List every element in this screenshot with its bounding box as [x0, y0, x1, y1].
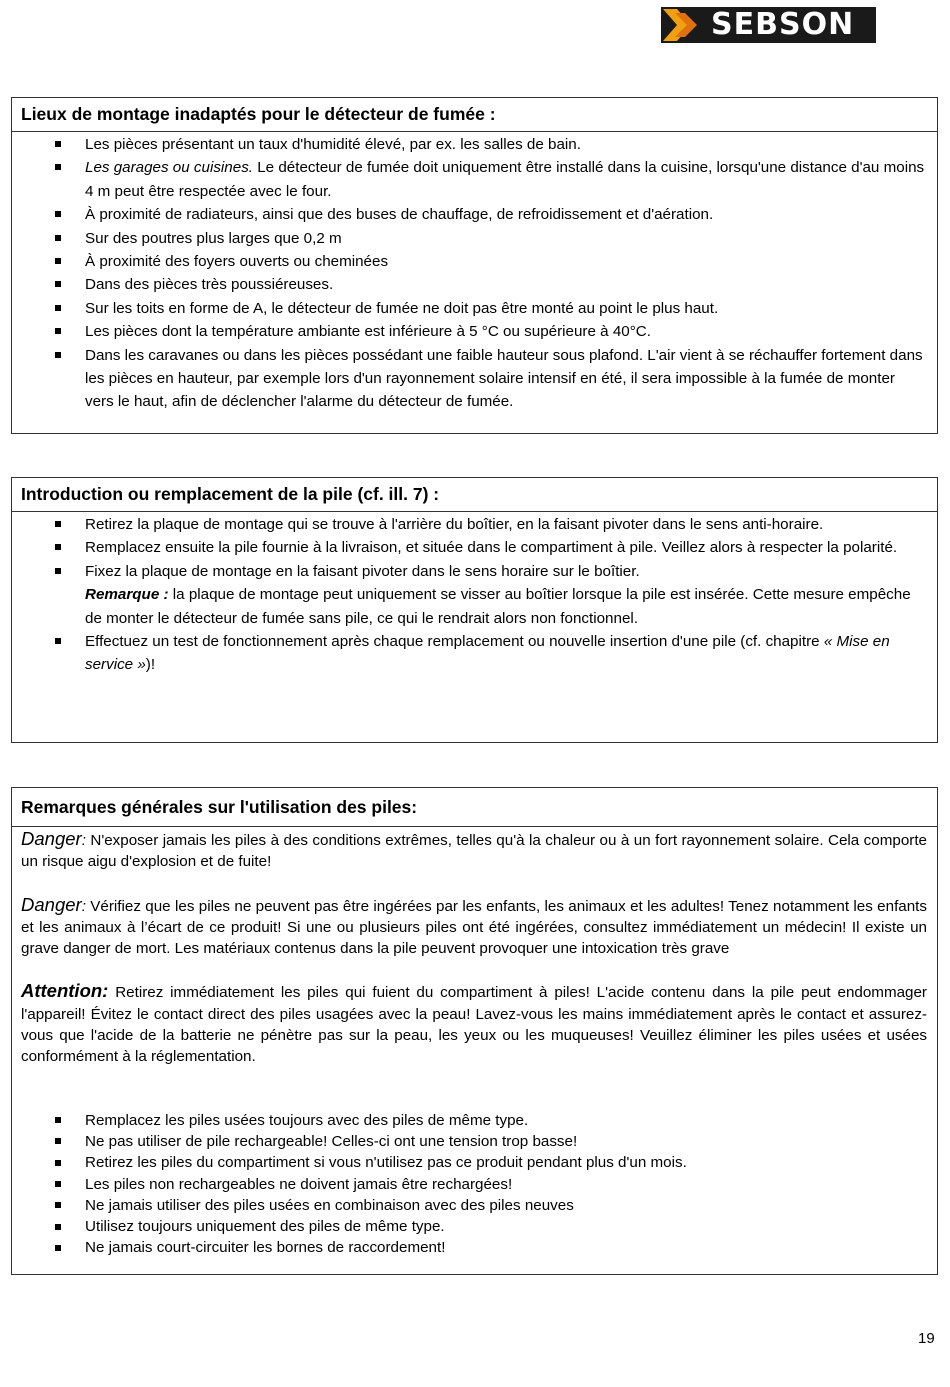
section-title: Remarques générales sur l'utilisation des piles: [12, 788, 937, 827]
list-item [12, 560, 937, 630]
list-item [12, 297, 937, 320]
label-colon: : [81, 897, 86, 915]
section-battery-remarks [11, 787, 938, 1275]
list-item-text: Sur des poutres plus larges que 0,2 m [85, 229, 342, 247]
danger-label: Danger [21, 893, 82, 915]
list-item-emphasis: Les garages ou cuisines. [85, 159, 254, 177]
chevron-logo-icon [661, 7, 705, 43]
attention-paragraph [12, 980, 937, 1067]
list-item: Utilisez toujours uniquement des piles de même type. [12, 1216, 937, 1237]
page-number: 19 [918, 1330, 935, 1347]
sebson-logo [661, 7, 876, 43]
list-item [12, 344, 937, 414]
list-item-text: Effectuez un test de fonctionnement après chaque remplacement ou nouvelle insertion d'une pile (cf. chapitre [85, 633, 824, 651]
attention-label: Attention: [21, 980, 109, 1002]
list-item-text: Sur les toits en forme de A, le détecteur de fumée ne doit pas être monté au point le plus haut. [85, 299, 719, 317]
list-item [12, 513, 937, 536]
list-item-text: Dans les caravanes ou dans les pièces possédant une faible hauteur sous plafond. L'air vient à se réchauffer fortement dans les pièces en hauteur, par exemple lors d'un rayonnement solaire intensif en été, il sera impossible à la fumée de monter vers le haut, afin de déclencher l'alarme du détecteur de fumée. [85, 346, 923, 411]
section-unsuitable-locations [11, 97, 938, 434]
list-item: Ne pas utiliser de pile rechargeable! Celles-ci ont une tension trop basse! [12, 1131, 937, 1152]
list-item [12, 273, 937, 296]
list-item [12, 156, 937, 203]
remark-label: Remarque : [85, 586, 169, 604]
list-item [12, 630, 937, 677]
list-item: Les piles non rechargeables ne doivent jamais être rechargées! [12, 1174, 937, 1195]
danger-paragraph-2 [12, 894, 937, 960]
chapter-reference: « Mise en service » [85, 633, 890, 674]
section-title: Introduction ou remplacement de la pile (cf. ill. 7) : [12, 478, 937, 512]
list-item-text: Le détecteur de fumée doit uniquement être installé dans la cuisine, lorsqu'une distance d'au moins 4 m peut être respectée avec le four. [85, 159, 925, 200]
list-item: Retirez les piles du compartiment si vous n'utilisez pas ce produit pendant plus d'un mois. [12, 1152, 937, 1173]
bullet-list [12, 133, 937, 414]
paragraph-text: N'exposer jamais les piles à des conditions extrêmes, telles qu'à la chaleur ou à un fort rayonnement solaire. Cela comporte un risque aigu d'explosion et de fuite! [21, 832, 927, 871]
list-item: Ne jamais utiliser des piles usées en combinaison avec des piles neuves [12, 1195, 937, 1216]
remark-text: la plaque de montage peut uniquement se visser au boîtier lorsque la pile est insérée. Cette mesure empêche de monter le détecteur de fumée sans pile, ce qui le rendrait alors non fonctionnel. [85, 586, 911, 627]
list-item-text: Retirez la plaque de montage qui se trouve à l'arrière du boîtier, en la faisant pivoter dans le sens anti-horaire. [85, 516, 824, 533]
bullet-list [12, 1110, 937, 1259]
brand-name: SEBSON [711, 7, 855, 42]
list-item [12, 536, 937, 559]
list-item [12, 320, 937, 343]
list-item [12, 227, 937, 250]
section-title: Lieux de montage inadaptés pour le détecteur de fumée : [12, 98, 937, 132]
list-item-text: Dans des pièces très poussiéreuses. [85, 276, 334, 294]
list-item: Ne jamais court-circuiter les bornes de raccordement! [12, 1237, 937, 1258]
list-item [12, 250, 937, 273]
danger-label: Danger [21, 828, 82, 849]
danger-paragraph-1 [12, 828, 937, 873]
bullet-list [12, 513, 937, 677]
list-item: Remplacez les piles usées toujours avec des piles de même type. [12, 1110, 937, 1131]
paragraph-text: Vérifiez que les piles ne peuvent pas être ingérées par les enfants, les animaux et les adultes! Tenez notamment les enfants et les animaux à l’écart de ce produit! Si une ou plusieurs piles ont été ingérées, consultez immédiatement un médecin! Il existe un grave danger de mort. Les matériaux contenus dans la pile peuvent provoquer une intoxication très grave [21, 897, 927, 958]
list-item-text: Les pièces présentant un taux d'humidité élevé, par ex. les salles de bain. [85, 136, 581, 153]
list-item [12, 203, 937, 226]
list-item-text: )! [145, 656, 156, 674]
paragraph-text: Retirez immédiatement les piles qui fuient du compartiment à piles! L'acide contenu dans la pile peut endommager l'appareil! Évitez le contact direct des piles usagées avec la peau! Lavez-vous les mains immédiatement après le contact et assurez-vous que l'acide de la batterie ne pénètre pas sur la peau, les yeux ou les muqueuses! Veuillez éliminer les piles usées et usées conformément à la réglementation. [21, 984, 927, 1066]
list-item-text: À proximité des foyers ouverts ou cheminées [85, 253, 389, 271]
list-item-text: Remplacez ensuite la pile fournie à la livraison, et située dans le compartiment à pile. Veillez alors à respecter la polarité. [85, 539, 898, 557]
list-item-text: À proximité de radiateurs, ainsi que des buses de chauffage, de refroidissement et d'aération. [85, 206, 714, 224]
list-item [12, 133, 937, 156]
label-colon: : [81, 832, 86, 849]
section-battery-replacement [11, 477, 938, 743]
list-item-text: Les pièces dont la température ambiante est inférieure à 5 °C ou supérieure à 40°C. [85, 323, 651, 341]
list-item-text: Fixez la plaque de montage en la faisant pivoter dans le sens horaire sur le boîtier. [85, 562, 640, 580]
